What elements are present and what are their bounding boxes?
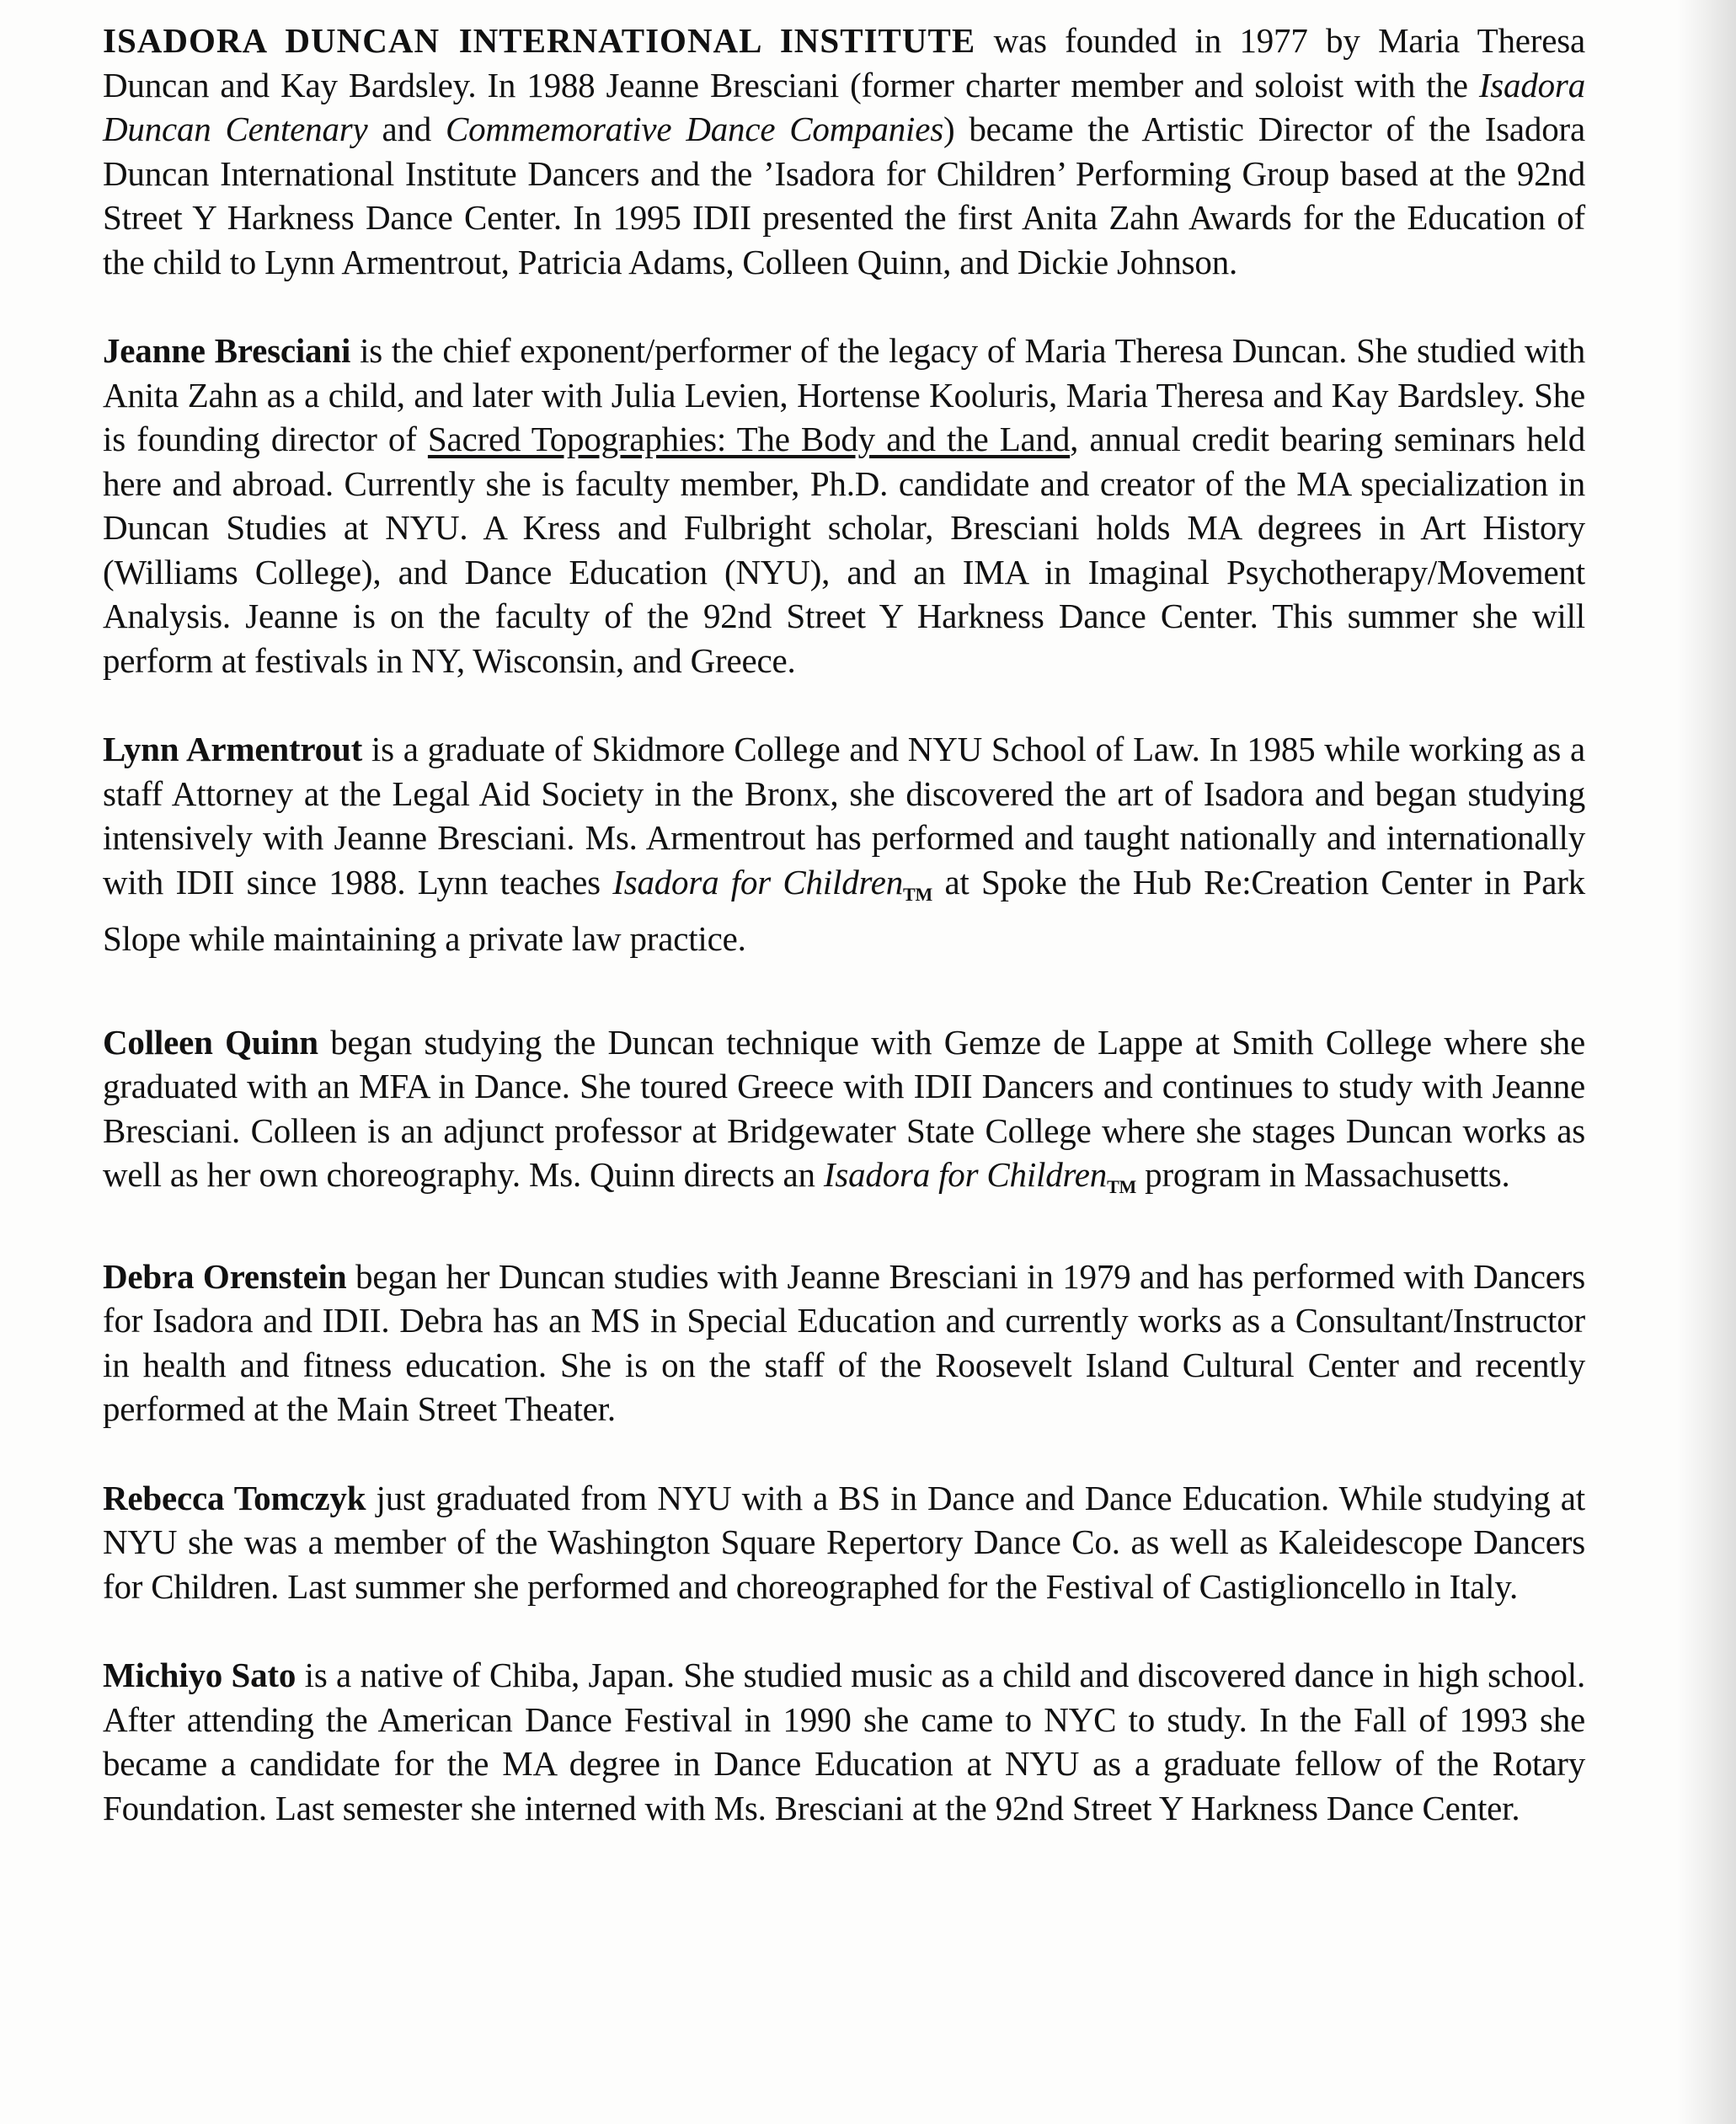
person-name: Colleen Quinn [103, 1022, 318, 1062]
trademark-mark: TM [1107, 1176, 1137, 1197]
paragraph-rebecca-tomczyk [103, 1476, 1585, 1609]
person-name: Jeanne Bresciani [103, 331, 351, 370]
paragraph-institute [103, 19, 1585, 284]
person-name: Michiyo Sato [103, 1656, 296, 1694]
italic-title: Isadora Duncan Centenary [103, 65, 1585, 148]
paragraph-text: at Spoke the Hub Re:Creation Center in Park Slope while maintaining a private law practice. [103, 862, 1585, 958]
paragraph-text: just graduated from NYU with a BS in Dance and Dance Education. While studying at NYU she was a member of the Washington Square Repertory Dance Co. as well as Kaleidescope Dancers for Children. Last summer she performed and choreographed for the Festival of Castiglioncello in Italy. [103, 1478, 1585, 1606]
paragraph-text: program in Massachusetts. [1136, 1155, 1510, 1194]
paragraph-text: and [367, 110, 446, 148]
paragraph-text: , annual credit bearing seminars held here and abroad. Currently she is faculty member, Ph.D. candidate and creator of the MA specialization in Duncan Studies at NYU. A Kress and Fulbright scholar, Bresciani holds MA degrees in Art History (Williams College), and Dance Education (NYU), and an IMA in Imaginal Psychotherapy/Movement Analysis. Jeanne is on the faculty of the 92nd Street Y Harkness Dance Center. This summer she will perform at festivals in NY, Wisconsin, and Greece. [103, 420, 1585, 680]
page-edge-shadow [1677, 0, 1736, 2124]
paragraph-michiyo-sato [103, 1653, 1585, 1830]
italic-title: Isadora for Children [612, 862, 904, 901]
paragraph-jeanne-bresciani [103, 329, 1585, 682]
paragraph-lynn-armentrout [103, 727, 1585, 961]
paragraph-text: began her Duncan studies with Jeanne Bresciani in 1979 and has performed with Dancers for Isadora and IDII. Debra has an MS in Special Education and currently works as a Consultant/Instructor in health and fitness education. She is on the staff of the Roosevelt Island Cultural Center and recently performed at the Main Street Theater. [103, 1256, 1585, 1428]
paragraph-text: is the chief exponent/performer of the legacy of Maria Theresa Duncan. She studied with Anita Zahn as a child, and later with Julia Levien, Hortense Kooluris, Maria Theresa and Kay Bardsley. She is founding director of [103, 331, 1585, 458]
italic-title: Isadora for Children [823, 1155, 1108, 1194]
paragraph-debra-orenstein [103, 1255, 1585, 1431]
paragraph-text: ) became the Artistic Director of the Isadora Duncan International Institute Dancers and the ’Isadora for Children’ Performing Group based at the 92nd Street Y Harkness Dance Center. In 1995 IDII presented the first Anita Zahn Awards for the Education of the child to Lynn Armentrout, Patricia Adams, Colleen Quinn, and Dickie Johnson. [103, 110, 1585, 281]
paragraph-colleen-quinn [103, 1020, 1585, 1210]
person-name: Rebecca Tomczyk [103, 1478, 366, 1517]
paragraph-text: is a native of Chiba, Japan. She studied music as a child and discovered dance in high school. After attending the American Dance Festival in 1990 she came to NYC to study. In the Fall of 1993 she became a candidate for the MA degree in Dance Education at NYU as a graduate fellow of the Rotary Foundation. Last semester she interned with Ms. Bresciani at the 92nd Street Y Harkness Dance Center. [103, 1656, 1585, 1827]
paragraph-text: began studying the Duncan technique with Gemze de Lappe at Smith College where she graduated with an MFA in Dance. She toured Greece with IDII Dancers and continues to study with Jeanne Bresciani. Colleen is an adjunct professor at Bridgewater State College where she stages Duncan works as well as her own choreography. Ms. Quinn directs an [103, 1022, 1585, 1194]
person-name: Lynn Armentrout [103, 730, 363, 768]
document-body [103, 19, 1585, 1830]
italic-title: Commemorative Dance Companies [445, 110, 943, 148]
paragraph-text: was founded in 1977 by Maria Theresa Duncan and Kay Bardsley. In 1988 Jeanne Bresciani (former charter member and soloist with the [103, 21, 1585, 104]
institute-name: ISADORA DUNCAN INTERNATIONAL INSTITUTE [103, 21, 976, 60]
trademark-mark: TM [903, 883, 933, 905]
underlined-title: Sacred Topographies: The Body and the Land [427, 420, 1071, 458]
paragraph-text: is a graduate of Skidmore College and NYU School of Law. In 1985 while working as a staff Attorney at the Legal Aid Society in the Bronx, she discovered the art of Isadora and began studying intensively with Jeanne Bresciani. Ms. Armentrout has performed and taught nationally and internationally with IDII since 1988. Lynn teaches [103, 730, 1586, 901]
person-name: Debra Orenstein [103, 1256, 347, 1296]
